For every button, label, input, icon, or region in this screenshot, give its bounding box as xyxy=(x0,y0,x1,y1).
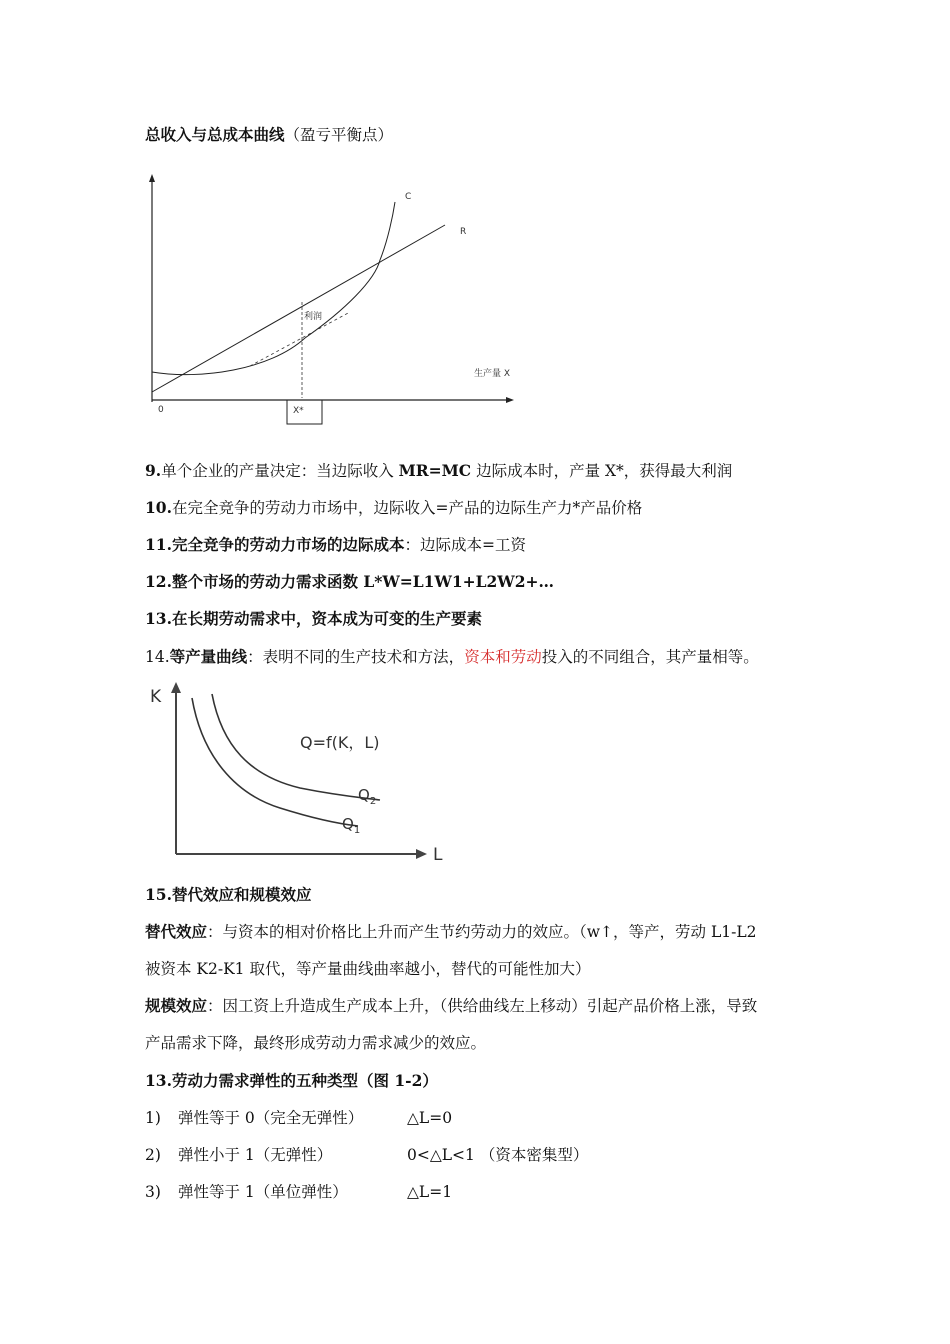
item-13: 13.在长期劳动需求中，资本成为可变的生产要素 xyxy=(145,609,482,628)
elasticity-row-value: 0<△L<1 （资本密集型） xyxy=(407,1146,589,1164)
label-origin: 0 xyxy=(158,405,164,415)
elasticity-row-value: △L=0 xyxy=(407,1109,453,1127)
heading-breakeven-bold: 总收入与总成本曲线 xyxy=(145,125,285,144)
label-q1: $Q_1$ xyxy=(342,815,361,836)
isoquant-chart xyxy=(140,676,460,872)
item-11 xyxy=(145,534,526,556)
item-10 xyxy=(145,497,642,519)
item-9-text-a: 单个企业的产量决定：当边际收入 xyxy=(161,462,399,480)
elasticity-row-value: △L=1 xyxy=(407,1183,453,1201)
elasticity-row-desc: 弹性小于 1（无弹性） xyxy=(178,1146,333,1164)
k-axis-arrow xyxy=(171,682,181,693)
item-9-num: 9. xyxy=(145,461,162,480)
revenue-line xyxy=(152,225,445,392)
label-x-axis: 生产量 X xyxy=(474,369,511,379)
label-l: L xyxy=(433,845,443,865)
breakeven-chart xyxy=(140,170,530,430)
item-12: 12.整个市场的劳动力需求函数 L*W=L1W1+L2W2+… xyxy=(145,572,554,591)
label-xstar: X* xyxy=(293,406,304,416)
item-9-bold: MR=MC xyxy=(398,461,472,480)
elasticity-row xyxy=(145,1107,845,1129)
item-14 xyxy=(145,646,759,668)
item-14-text-b: 投入的不同组合，其产量相等。 xyxy=(541,648,759,666)
item-9 xyxy=(145,460,732,482)
heading-breakeven-note: （盈亏平衡点） xyxy=(284,126,394,144)
section-15-title: 15.替代效应和规模效应 xyxy=(145,885,312,904)
scale-text-1: ：因工资上升造成生产成本上升，（供给曲线左上移动）引起产品价格上涨，导致 xyxy=(207,997,758,1015)
l-axis-arrow xyxy=(416,849,427,859)
scale-label: 规模效应 xyxy=(145,996,208,1015)
item-9-text-c: 边际成本时，产量 X*，获得最大利润 xyxy=(471,462,733,480)
elasticity-row-index: 1) xyxy=(145,1109,161,1127)
y-axis-arrow xyxy=(149,174,155,182)
label-k: K xyxy=(150,687,162,707)
substitution-line-1 xyxy=(145,921,757,943)
substitution-text-1: ：与资本的相对价格比上升而产生节约劳动力的效应。（w↑，等产，劳动 L1-L2 xyxy=(207,923,757,941)
substitution-label: 替代效应 xyxy=(145,922,208,941)
substitution-text-2: 被资本 K2-K1 取代，等产量曲线曲率越小，替代的可能性加大） xyxy=(145,960,591,978)
elasticity-row xyxy=(145,1144,845,1166)
elasticity-row-desc: 弹性等于 0（完全无弹性） xyxy=(178,1109,364,1127)
elasticity-row-index: 3) xyxy=(145,1183,161,1201)
scale-text-2: 产品需求下降，最终形成劳动力需求减少的效应。 xyxy=(145,1034,487,1052)
item-14-text-a: ：表明不同的生产技术和方法， xyxy=(247,648,465,666)
elasticity-title: 13.劳动力需求弹性的五种类型（图 1-2） xyxy=(145,1071,438,1090)
item-10-num: 10. xyxy=(145,498,172,517)
label-profit: 利润 xyxy=(304,312,323,322)
formula: Q=f(K，L) xyxy=(300,733,380,752)
elasticity-row-index: 2) xyxy=(145,1146,161,1164)
item-11-text: ：边际成本=工资 xyxy=(404,536,526,554)
x-axis-arrow xyxy=(506,397,514,403)
q1-curve xyxy=(192,698,358,826)
label-r: R xyxy=(460,227,467,237)
elasticity-row xyxy=(145,1181,845,1203)
item-14-red: 资本和劳动 xyxy=(464,648,542,666)
heading-breakeven xyxy=(145,124,393,146)
item-11-bold: 11.完全竞争的劳动力市场的边际成本 xyxy=(145,535,405,554)
cost-curve xyxy=(152,202,395,375)
label-c: C xyxy=(405,192,412,202)
elasticity-row-desc: 弹性等于 1（单位弹性） xyxy=(178,1183,348,1201)
item-14-bold: 等产量曲线 xyxy=(169,647,248,666)
label-q2: $Q_2$ xyxy=(358,786,377,807)
tangent-line xyxy=(250,312,350,366)
scale-line-1 xyxy=(145,995,757,1017)
item-10-text: 在完全竞争的劳动力市场中，边际收入=产品的边际生产力*产品价格 xyxy=(171,499,643,517)
item-14-num: 14. xyxy=(145,648,170,666)
